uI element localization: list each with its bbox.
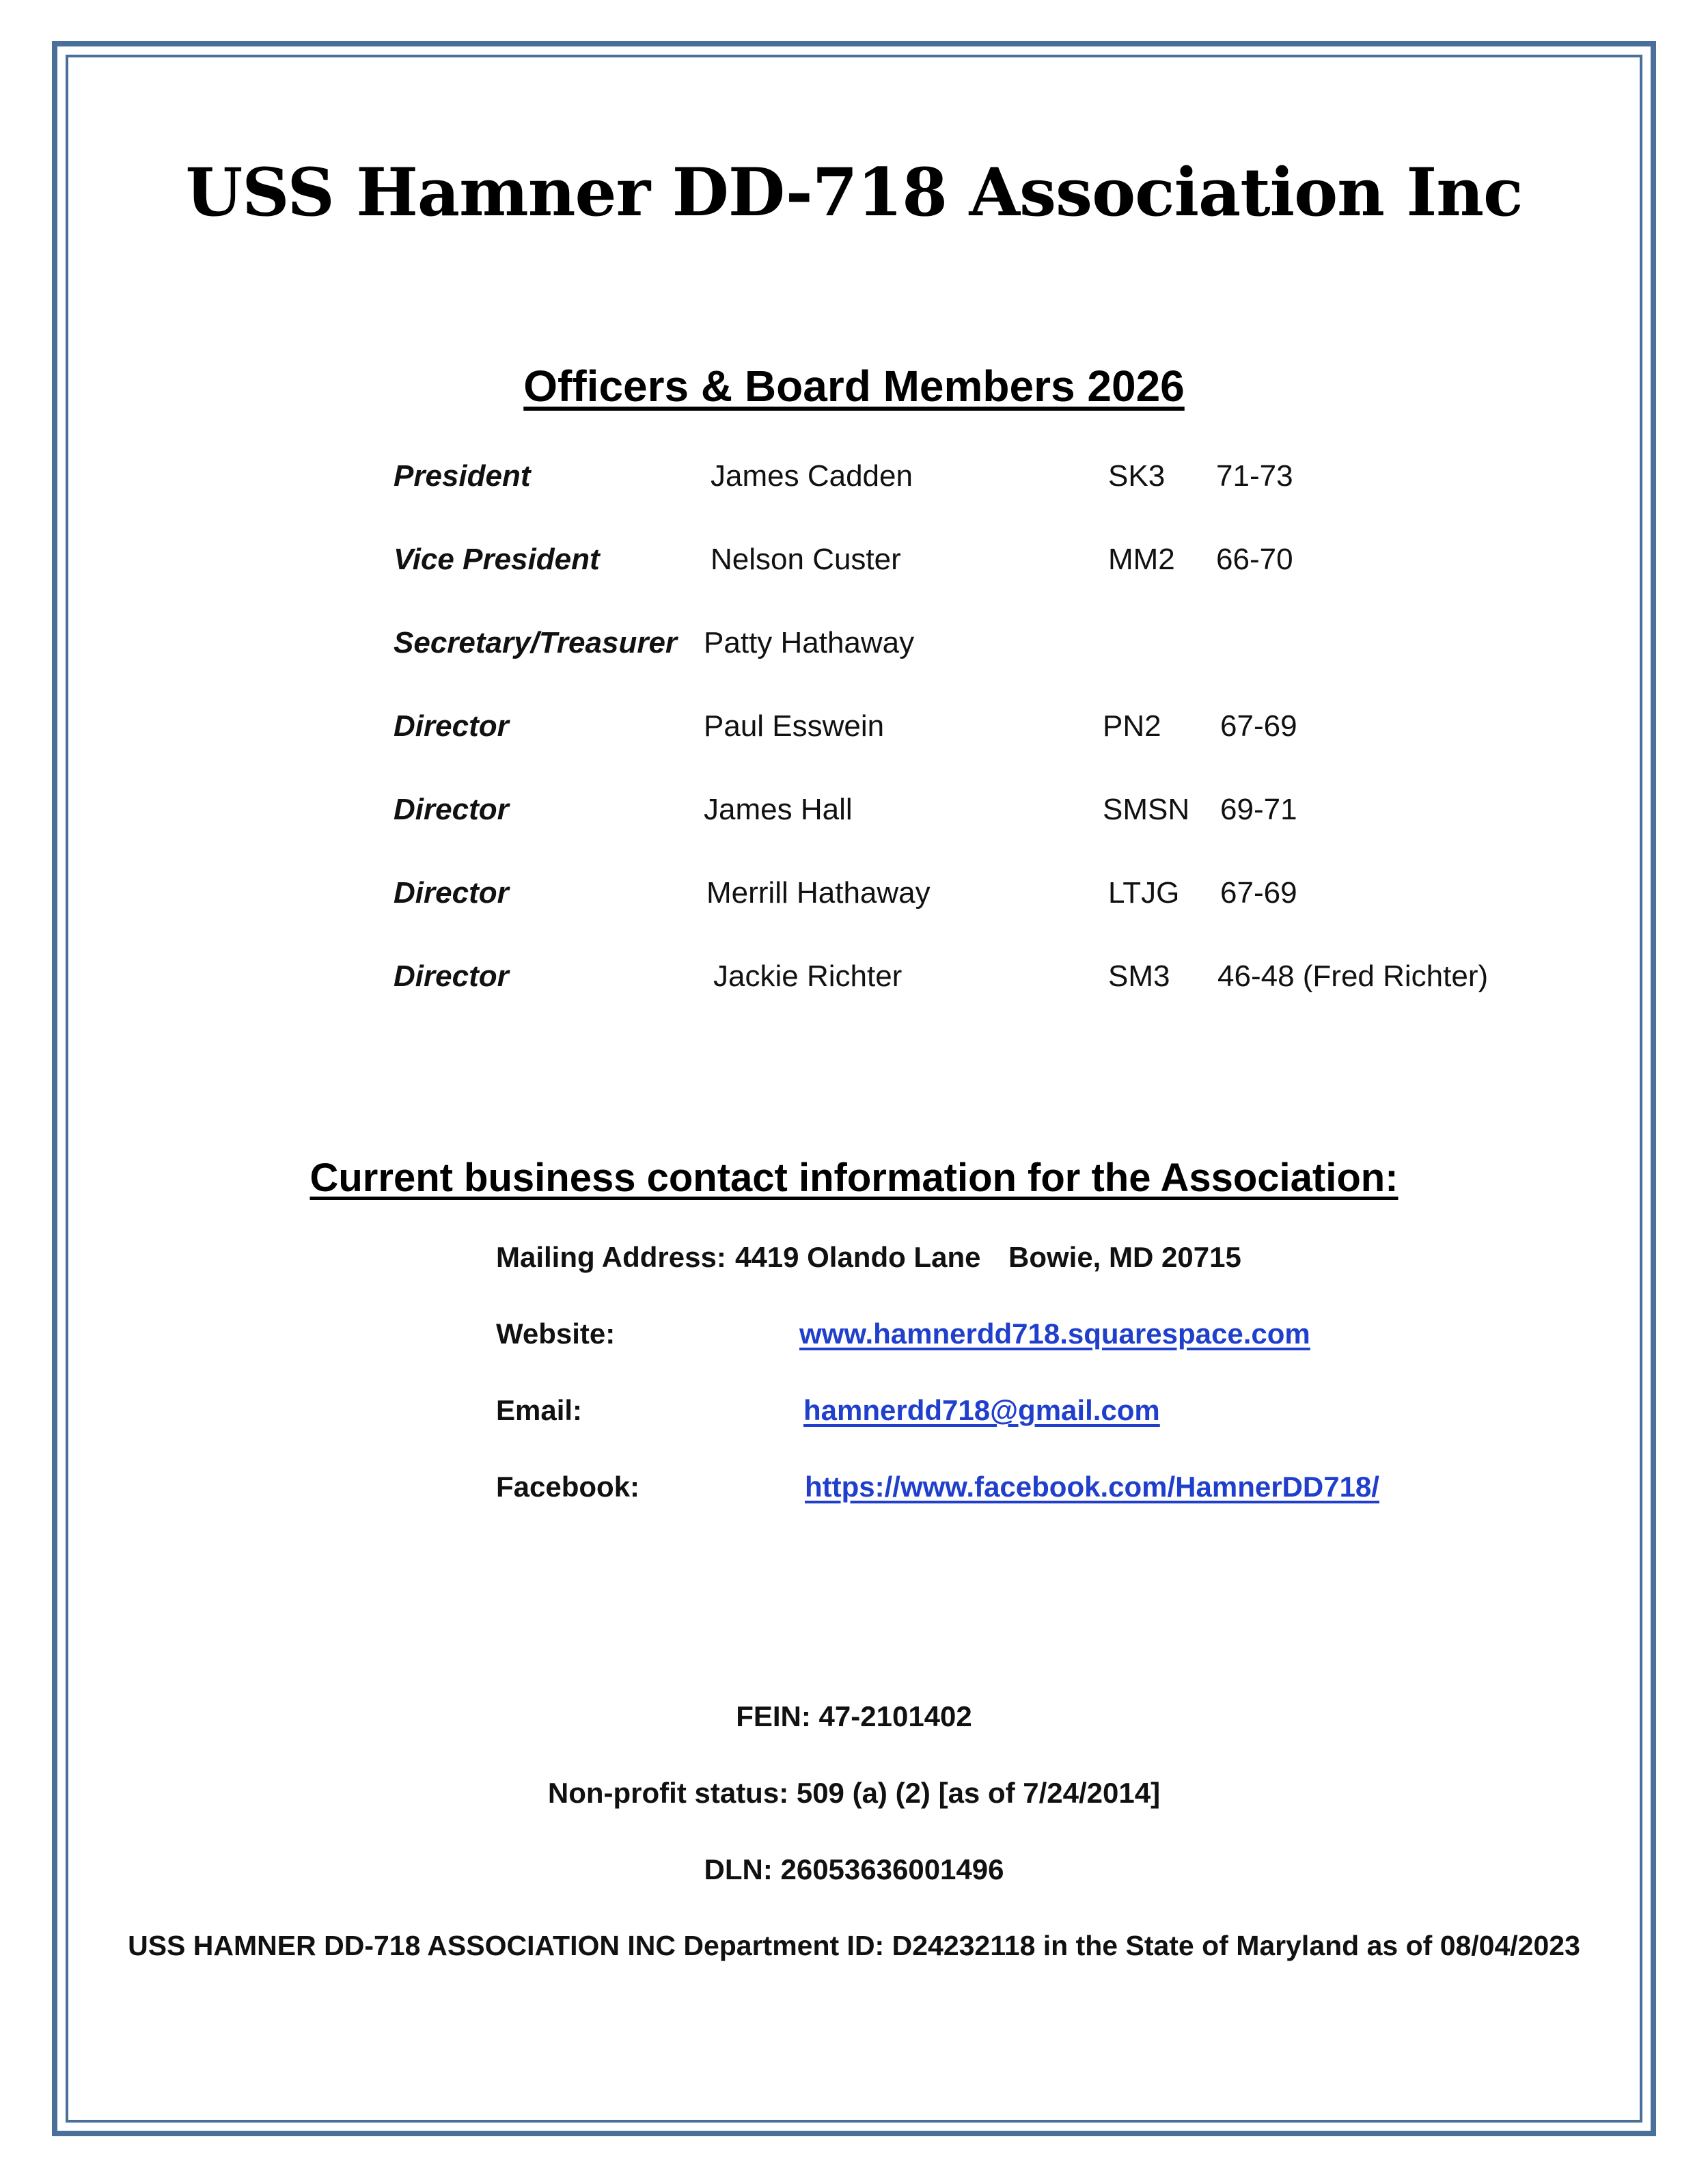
officer-years: 46-48 (Fred Richter) [1217,959,1489,993]
officer-name: Jackie Richter [713,959,903,993]
officer-rank: SM3 [1108,959,1170,993]
officer-row-vice-president [0,543,1708,590]
officer-row-director-3 [0,876,1708,924]
officer-name: Paul Esswein [704,709,885,743]
email-label: Email: [496,1394,583,1426]
officer-row-director-4 [0,959,1708,1007]
officer-role: Director [394,876,509,910]
officer-name: Patty Hathaway [704,626,915,659]
officer-years: 71-73 [1216,459,1293,493]
officer-years: 67-69 [1220,709,1297,743]
dln-line: DLN: 26053636001496 [704,1853,1004,1885]
officers-heading: Officers & Board Members 2026 [523,362,1185,411]
officer-name: James Cadden [711,459,913,493]
officer-role: Director [394,709,509,743]
officer-rank: PN2 [1103,709,1161,743]
contact-heading: Current business contact information for the Association: [309,1156,1399,1200]
officer-row-director-1 [0,709,1708,757]
officer-years: 66-70 [1216,543,1293,576]
officer-years: 69-71 [1220,793,1297,826]
officer-role: Vice President [394,543,600,576]
officer-rank: SMSN [1103,793,1190,826]
mailing-address-label: Mailing Address: [496,1241,726,1273]
fein-line: FEIN: 47-2101402 [736,1700,972,1732]
officer-row-president [0,459,1708,507]
department-id-line: USS HAMNER DD-718 ASSOCIATION INC Department ID: D24232118 in the State of Maryland as of 08/04/2023 [128,1930,1580,1961]
mailing-street: 4419 Olando Lane [735,1241,981,1273]
officer-row-director-2 [0,793,1708,841]
nonprofit-status-line: Non-profit status: 509 (a) (2) [as of 7/24/2014] [547,1777,1161,1809]
facebook-label: Facebook: [496,1471,640,1503]
officer-name: Merrill Hathaway [706,876,931,910]
facebook-link[interactable]: https://www.facebook.com/HamnerDD718/ [805,1471,1379,1503]
officer-name: Nelson Custer [711,543,901,576]
officer-role: Director [394,959,509,993]
officer-row-secretary-treasurer [0,626,1708,674]
website-link[interactable]: www.hamnerdd718.squarespace.com [799,1318,1310,1350]
website-label: Website: [496,1318,616,1350]
officer-rank: MM2 [1108,543,1175,576]
email-link[interactable]: hamnerdd718@gmail.com [803,1394,1160,1426]
officer-role: Secretary/Treasurer [394,626,678,659]
officer-role: Director [394,793,509,826]
officer-name: James Hall [704,793,853,826]
page-title: USS Hamner DD-718 Association Inc [185,154,1523,231]
mailing-city: Bowie, MD 20715 [1008,1241,1241,1273]
officer-role: President [394,459,531,493]
officer-rank: SK3 [1108,459,1166,493]
officer-years: 67-69 [1220,876,1297,910]
officer-rank: LTJG [1108,876,1180,910]
